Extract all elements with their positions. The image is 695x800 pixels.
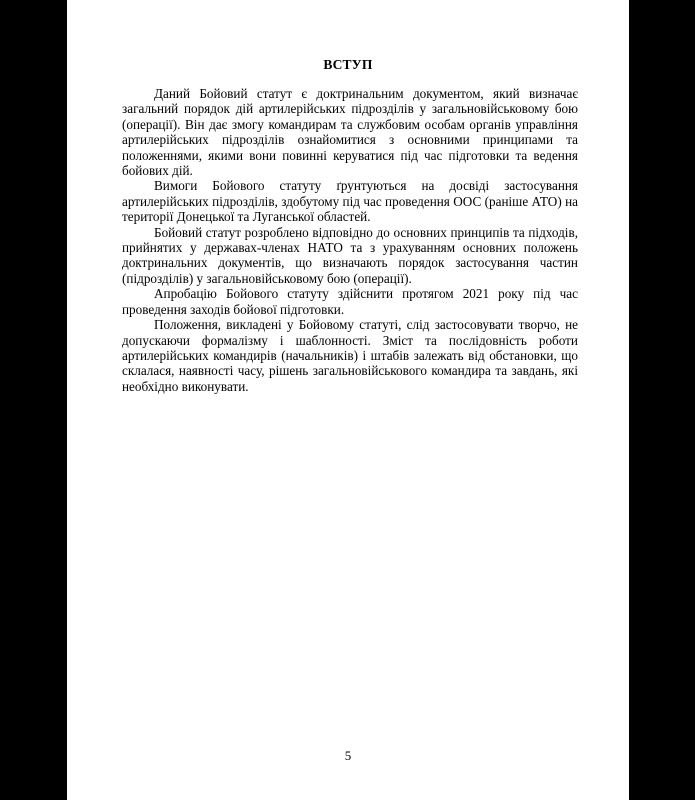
paragraph-4: Апробацію Бойового статуту здійснити протягом 2021 року під час проведення заходів бойової підготовки. (122, 286, 578, 317)
paragraph-5: Положення, викладені у Бойовому статуті, слід застосовувати творчо, не допускаючи формалізму і шаблонності. Зміст та послідовність роботи артилерійських командирів (начальників) і штабів залежать від обстановки, що склалася, наявності часу, рішень загальновійськового командира та завдань, які необхідно виконувати. (122, 317, 578, 394)
page-title: ВСТУП (323, 57, 373, 72)
page-number: 5 (344, 748, 352, 763)
paragraph-3: Бойовий статут розроблено відповідно до основних принципів та підходів, прийнятих у державах-членах НАТО та з урахуванням основних положень доктринальних документів, що визначають порядок застосування частин (підрозділів) у загальновійськовому бою (операції). (122, 224, 578, 286)
paragraph-1: Даний Бойовий статут є доктринальним документом, який визначає загальний порядок дій артилерійських підрозділів у загальновійськовому бою (операції). Він дає змогу командирам та службовим особам органів управління артилерійських підрозділів ознайомитися з основними принципами та положеннями, якими вони повинні керуватися під час підготовки та ведення бойових дій. (122, 86, 578, 179)
paragraph-2: Вимоги Бойового статуту ґрунтуються на досвіді застосування артилерійських підрозділів, здобутому під час проведення ООС (раніше АТО) на території Донецької та Луганської областей. (122, 178, 578, 225)
document-page (67, 0, 629, 800)
document-body (122, 86, 578, 394)
